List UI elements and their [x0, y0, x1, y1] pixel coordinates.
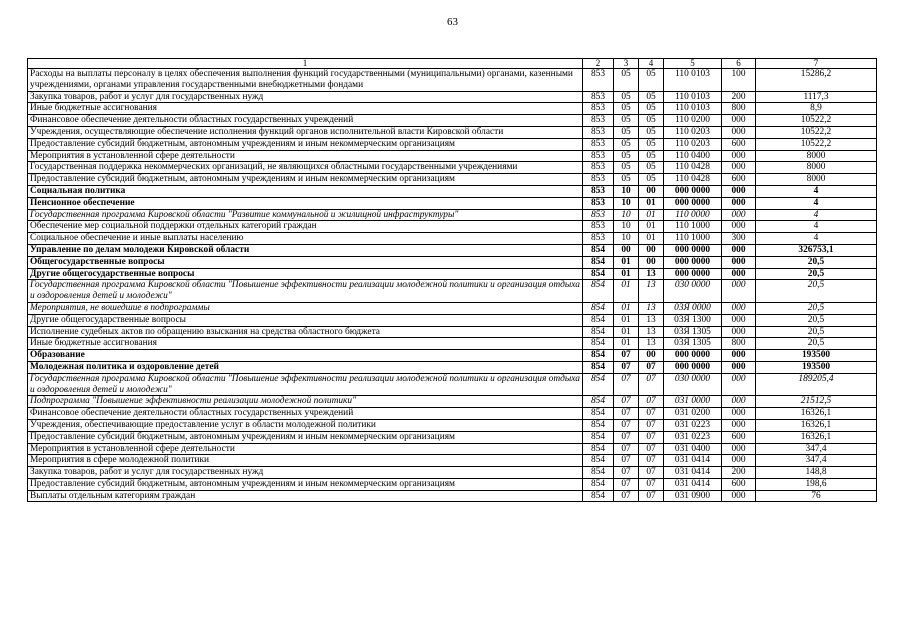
target-article-cell: 110 0000: [664, 209, 722, 221]
amount-cell: 20,5: [756, 280, 877, 303]
expense-type-cell: 000: [722, 197, 756, 209]
expense-type-cell: 000: [722, 185, 756, 197]
table-row: [28, 197, 877, 209]
row-name-cell: Образование: [28, 350, 583, 362]
target-article-cell: 000 0000: [664, 185, 722, 197]
target-article-cell: 110 0200: [664, 115, 722, 127]
amount-cell: 4: [756, 197, 877, 209]
table-row: [28, 302, 877, 314]
table-row: [28, 209, 877, 221]
subsection-cell: 05: [639, 126, 664, 138]
gryadmin-code-cell: 854: [583, 326, 614, 338]
table-row: [28, 91, 877, 103]
table-row: [28, 350, 877, 362]
subsection-cell: 07: [639, 431, 664, 443]
section-cell: 07: [614, 431, 639, 443]
amount-cell: 20,5: [756, 302, 877, 314]
target-article-cell: 110 0103: [664, 91, 722, 103]
amount-cell: 16326,1: [756, 431, 877, 443]
table-row: [28, 361, 877, 373]
target-article-cell: 03Я 1300: [664, 314, 722, 326]
amount-cell: 21512,5: [756, 396, 877, 408]
gryadmin-code-cell: 853: [583, 233, 614, 245]
subsection-cell: 13: [639, 326, 664, 338]
section-cell: 07: [614, 373, 639, 396]
gryadmin-code-cell: 854: [583, 361, 614, 373]
table-row: [28, 256, 877, 268]
amount-cell: 1117,3: [756, 91, 877, 103]
table-row: [28, 338, 877, 350]
row-name-cell: Государственная поддержка некоммерческих организаций, не являющихся областными государственными учреждениями: [28, 162, 583, 174]
amount-cell: 76: [756, 490, 877, 502]
amount-cell: 15286,2: [756, 69, 877, 92]
expense-type-cell: 000: [722, 302, 756, 314]
subsection-cell: 05: [639, 150, 664, 162]
table-row: [28, 443, 877, 455]
section-cell: 01: [614, 314, 639, 326]
amount-cell: 16326,1: [756, 419, 877, 431]
gryadmin-code-cell: 854: [583, 314, 614, 326]
gryadmin-code-cell: 853: [583, 115, 614, 127]
amount-cell: 4: [756, 221, 877, 233]
section-cell: 05: [614, 69, 639, 92]
gryadmin-code-cell: 853: [583, 103, 614, 115]
row-name-cell: Общегосударственные вопросы: [28, 256, 583, 268]
header-col-7: 7: [756, 59, 877, 69]
section-cell: 05: [614, 174, 639, 186]
gryadmin-code-cell: 854: [583, 350, 614, 362]
section-cell: 05: [614, 162, 639, 174]
target-article-cell: 110 0400: [664, 150, 722, 162]
row-name-cell: Закупка товаров, работ и услуг для государственных нужд: [28, 91, 583, 103]
gryadmin-code-cell: 854: [583, 467, 614, 479]
table-row: [28, 280, 877, 303]
gryadmin-code-cell: 854: [583, 490, 614, 502]
subsection-cell: 07: [639, 408, 664, 420]
subsection-cell: 05: [639, 69, 664, 92]
amount-cell: 8000: [756, 174, 877, 186]
gryadmin-code-cell: 854: [583, 280, 614, 303]
table-row: [28, 467, 877, 479]
section-cell: 05: [614, 150, 639, 162]
row-name-cell: Обеспечение мер социальной поддержки отдельных категорий граждан: [28, 221, 583, 233]
target-article-cell: 031 0223: [664, 419, 722, 431]
table-row: [28, 431, 877, 443]
table-body: [28, 69, 877, 502]
row-name-cell: Мероприятия в сфере молодежной политики: [28, 455, 583, 467]
expense-type-cell: 000: [722, 162, 756, 174]
row-name-cell: Предоставление субсидий бюджетным, автономным учреждениям и иным некоммерческим организациям: [28, 478, 583, 490]
row-name-cell: Предоставление субсидий бюджетным, автономным учреждениям и иным некоммерческим организациям: [28, 174, 583, 186]
subsection-cell: 05: [639, 138, 664, 150]
row-name-cell: Молодежная политика и оздоровление детей: [28, 361, 583, 373]
target-article-cell: 031 0900: [664, 490, 722, 502]
gryadmin-code-cell: 853: [583, 221, 614, 233]
section-cell: 05: [614, 91, 639, 103]
target-article-cell: 110 1000: [664, 233, 722, 245]
amount-cell: 10522,2: [756, 126, 877, 138]
gryadmin-code-cell: 854: [583, 455, 614, 467]
target-article-cell: 110 0428: [664, 174, 722, 186]
subsection-cell: 13: [639, 268, 664, 280]
expense-type-cell: 000: [722, 361, 756, 373]
gryadmin-code-cell: 854: [583, 373, 614, 396]
expense-type-cell: 800: [722, 338, 756, 350]
header-col-4: 4: [639, 59, 664, 69]
subsection-cell: 01: [639, 197, 664, 209]
row-name-cell: Предоставление субсидий бюджетным, автономным учреждениям и иным некоммерческим организациям: [28, 138, 583, 150]
subsection-cell: 01: [639, 209, 664, 221]
subsection-cell: 13: [639, 314, 664, 326]
target-article-cell: 03Я 1305: [664, 338, 722, 350]
table-row: [28, 162, 877, 174]
amount-cell: 20,5: [756, 326, 877, 338]
table-row: [28, 478, 877, 490]
row-name-cell: Управление по делам молодежи Кировской области: [28, 244, 583, 256]
section-cell: 07: [614, 419, 639, 431]
row-name-cell: Иные бюджетные ассигнования: [28, 103, 583, 115]
gryadmin-code-cell: 853: [583, 185, 614, 197]
expense-type-cell: 100: [722, 69, 756, 92]
expense-type-cell: 000: [722, 256, 756, 268]
section-cell: 07: [614, 467, 639, 479]
gryadmin-code-cell: 854: [583, 396, 614, 408]
table-row: [28, 138, 877, 150]
table-row: [28, 69, 877, 92]
expense-type-cell: 000: [722, 115, 756, 127]
header-col-1: 1: [28, 59, 583, 69]
table-row: [28, 408, 877, 420]
expense-type-cell: 000: [722, 244, 756, 256]
table-row: [28, 126, 877, 138]
target-article-cell: 110 0203: [664, 138, 722, 150]
gryadmin-code-cell: 853: [583, 138, 614, 150]
page-number: 63: [447, 16, 458, 28]
subsection-cell: 07: [639, 455, 664, 467]
section-cell: 07: [614, 490, 639, 502]
row-name-cell: Финансовое обеспечение деятельности областных государственных учреждений: [28, 408, 583, 420]
amount-cell: 8000: [756, 162, 877, 174]
header-col-2: 2: [583, 59, 614, 69]
expense-type-cell: 000: [722, 326, 756, 338]
expense-type-cell: 000: [722, 221, 756, 233]
header-col-6: 6: [722, 59, 756, 69]
section-cell: 07: [614, 443, 639, 455]
amount-cell: 10522,2: [756, 115, 877, 127]
target-article-cell: 110 0203: [664, 126, 722, 138]
gryadmin-code-cell: 853: [583, 69, 614, 92]
amount-cell: 8,9: [756, 103, 877, 115]
table-row: [28, 314, 877, 326]
expense-type-cell: 600: [722, 431, 756, 443]
subsection-cell: 07: [639, 467, 664, 479]
section-cell: 00: [614, 244, 639, 256]
amount-cell: 4: [756, 209, 877, 221]
gryadmin-code-cell: 854: [583, 408, 614, 420]
expense-type-cell: 200: [722, 467, 756, 479]
subsection-cell: 00: [639, 256, 664, 268]
target-article-cell: 030 0000: [664, 280, 722, 303]
expense-type-cell: 000: [722, 455, 756, 467]
table-row: [28, 221, 877, 233]
expense-type-cell: 000: [722, 314, 756, 326]
table-row: [28, 233, 877, 245]
expense-type-cell: 800: [722, 103, 756, 115]
subsection-cell: 05: [639, 162, 664, 174]
expense-type-cell: 000: [722, 396, 756, 408]
gryadmin-code-cell: 854: [583, 443, 614, 455]
gryadmin-code-cell: 854: [583, 256, 614, 268]
table-row: [28, 396, 877, 408]
section-cell: 01: [614, 326, 639, 338]
subsection-cell: 05: [639, 115, 664, 127]
subsection-cell: 13: [639, 280, 664, 303]
target-article-cell: 031 0414: [664, 455, 722, 467]
table-row: [28, 244, 877, 256]
section-cell: 01: [614, 256, 639, 268]
amount-cell: 347,4: [756, 443, 877, 455]
target-article-cell: 000 0000: [664, 197, 722, 209]
header-row: [28, 59, 877, 69]
amount-cell: 347,4: [756, 455, 877, 467]
table-row: [28, 115, 877, 127]
target-article-cell: 110 0428: [664, 162, 722, 174]
gryadmin-code-cell: 853: [583, 209, 614, 221]
section-cell: 10: [614, 233, 639, 245]
expense-type-cell: 000: [722, 443, 756, 455]
subsection-cell: 00: [639, 350, 664, 362]
target-article-cell: 000 0000: [664, 268, 722, 280]
table-row: [28, 268, 877, 280]
target-article-cell: 000 0000: [664, 256, 722, 268]
expense-type-cell: 000: [722, 490, 756, 502]
section-cell: 05: [614, 103, 639, 115]
gryadmin-code-cell: 853: [583, 126, 614, 138]
target-article-cell: 000 0000: [664, 244, 722, 256]
expense-type-cell: 600: [722, 138, 756, 150]
section-cell: 05: [614, 126, 639, 138]
subsection-cell: 05: [639, 103, 664, 115]
amount-cell: 20,5: [756, 268, 877, 280]
amount-cell: 148,8: [756, 467, 877, 479]
amount-cell: 4: [756, 233, 877, 245]
amount-cell: 198,6: [756, 478, 877, 490]
subsection-cell: 07: [639, 361, 664, 373]
section-cell: 01: [614, 338, 639, 350]
section-cell: 10: [614, 209, 639, 221]
expense-type-cell: 000: [722, 268, 756, 280]
expense-type-cell: 000: [722, 408, 756, 420]
section-cell: 05: [614, 138, 639, 150]
row-name-cell: Государственная программа Кировской области "Развитие коммунальной и жилищной инфраструктуры": [28, 209, 583, 221]
row-name-cell: Расходы на выплаты персоналу в целях обеспечения выполнения функций государственными (муниципальными) органами, казенными учреждениями, органами управления государственными внебюджетными фондами: [28, 69, 583, 92]
row-name-cell: Исполнение судебных актов по обращению взыскания на средства областного бюджета: [28, 326, 583, 338]
row-name-cell: Выплаты отдельным категориям граждан: [28, 490, 583, 502]
target-article-cell: 000 0000: [664, 361, 722, 373]
target-article-cell: 031 0414: [664, 478, 722, 490]
row-name-cell: Иные бюджетные ассигнования: [28, 338, 583, 350]
amount-cell: 326753,1: [756, 244, 877, 256]
table-row: [28, 185, 877, 197]
target-article-cell: 110 0103: [664, 69, 722, 92]
header-col-3: 3: [614, 59, 639, 69]
amount-cell: 20,5: [756, 314, 877, 326]
amount-cell: 10522,2: [756, 138, 877, 150]
row-name-cell: Государственная программа Кировской области "Повышение эффективности реализации молодежной политики и организация отдыха и оздоровления детей и молодежи": [28, 280, 583, 303]
budget-table: [27, 58, 877, 502]
gryadmin-code-cell: 854: [583, 302, 614, 314]
expense-type-cell: 000: [722, 373, 756, 396]
amount-cell: 20,5: [756, 338, 877, 350]
subsection-cell: 07: [639, 443, 664, 455]
row-name-cell: Государственная программа Кировской области "Повышение эффективности реализации молодежной политики и организация отдыха и оздоровления детей и молодежи": [28, 373, 583, 396]
expense-type-cell: 000: [722, 209, 756, 221]
subsection-cell: 05: [639, 91, 664, 103]
amount-cell: 193500: [756, 361, 877, 373]
row-name-cell: Мероприятия в установленной сфере деятельности: [28, 150, 583, 162]
gryadmin-code-cell: 853: [583, 162, 614, 174]
row-name-cell: Другие общегосударственные вопросы: [28, 268, 583, 280]
target-article-cell: 030 0000: [664, 373, 722, 396]
target-article-cell: 031 0414: [664, 467, 722, 479]
header-col-5: 5: [664, 59, 722, 69]
gryadmin-code-cell: 854: [583, 431, 614, 443]
row-name-cell: Предоставление субсидий бюджетным, автономным учреждениям и иным некоммерческим организациям: [28, 431, 583, 443]
gryadmin-code-cell: 853: [583, 197, 614, 209]
row-name-cell: Учреждения, обеспечивающие предоставление услуг в области молодежной политики: [28, 419, 583, 431]
subsection-cell: 07: [639, 490, 664, 502]
target-article-cell: 110 0103: [664, 103, 722, 115]
expense-type-cell: 200: [722, 91, 756, 103]
gryadmin-code-cell: 853: [583, 174, 614, 186]
section-cell: 07: [614, 478, 639, 490]
expense-type-cell: 600: [722, 478, 756, 490]
row-name-cell: Другие общегосударственные вопросы: [28, 314, 583, 326]
table-row: [28, 326, 877, 338]
subsection-cell: 05: [639, 174, 664, 186]
row-name-cell: Мероприятия в установленной сфере деятельности: [28, 443, 583, 455]
amount-cell: 193500: [756, 350, 877, 362]
expense-type-cell: 000: [722, 419, 756, 431]
section-cell: 10: [614, 221, 639, 233]
subsection-cell: 00: [639, 185, 664, 197]
section-cell: 10: [614, 197, 639, 209]
section-cell: 05: [614, 115, 639, 127]
subsection-cell: 07: [639, 373, 664, 396]
row-name-cell: Мероприятия, не вошедшие в подпрограммы: [28, 302, 583, 314]
table-row: [28, 373, 877, 396]
amount-cell: 16326,1: [756, 408, 877, 420]
subsection-cell: 07: [639, 478, 664, 490]
row-name-cell: Пенсионное обеспечение: [28, 197, 583, 209]
target-article-cell: 031 0200: [664, 408, 722, 420]
section-cell: 07: [614, 350, 639, 362]
gryadmin-code-cell: 853: [583, 91, 614, 103]
amount-cell: 8000: [756, 150, 877, 162]
table-row: [28, 103, 877, 115]
section-cell: 01: [614, 280, 639, 303]
subsection-cell: 01: [639, 221, 664, 233]
expense-type-cell: 000: [722, 150, 756, 162]
table-row: [28, 150, 877, 162]
gryadmin-code-cell: 854: [583, 244, 614, 256]
amount-cell: 189205,4: [756, 373, 877, 396]
section-cell: 10: [614, 185, 639, 197]
target-article-cell: 03Я 0000: [664, 302, 722, 314]
table-row: [28, 419, 877, 431]
expense-type-cell: 000: [722, 280, 756, 303]
target-article-cell: 03Я 1305: [664, 326, 722, 338]
subsection-cell: 07: [639, 419, 664, 431]
expense-type-cell: 000: [722, 350, 756, 362]
amount-cell: 4: [756, 185, 877, 197]
gryadmin-code-cell: 854: [583, 338, 614, 350]
subsection-cell: 07: [639, 396, 664, 408]
target-article-cell: 000 0000: [664, 350, 722, 362]
expense-type-cell: 300: [722, 233, 756, 245]
row-name-cell: Финансовое обеспечение деятельности областных государственных учреждений: [28, 115, 583, 127]
subsection-cell: 00: [639, 244, 664, 256]
gryadmin-code-cell: 853: [583, 150, 614, 162]
target-article-cell: 110 1000: [664, 221, 722, 233]
subsection-cell: 13: [639, 302, 664, 314]
subsection-cell: 01: [639, 233, 664, 245]
expense-type-cell: 000: [722, 126, 756, 138]
table-row: [28, 455, 877, 467]
section-cell: 07: [614, 361, 639, 373]
gryadmin-code-cell: 854: [583, 419, 614, 431]
section-cell: 01: [614, 302, 639, 314]
table-row: [28, 490, 877, 502]
target-article-cell: 031 0223: [664, 431, 722, 443]
row-name-cell: Социальная политика: [28, 185, 583, 197]
row-name-cell: Социальное обеспечение и иные выплаты населению: [28, 233, 583, 245]
row-name-cell: Подпрограмма "Повышение эффективности реализации молодежной политики": [28, 396, 583, 408]
target-article-cell: 031 0000: [664, 396, 722, 408]
section-cell: 01: [614, 268, 639, 280]
row-name-cell: Учреждения, осуществляющие обеспечение исполнения функций органов исполнительной власти Кировской области: [28, 126, 583, 138]
gryadmin-code-cell: 854: [583, 268, 614, 280]
row-name-cell: Закупка товаров, работ и услуг для государственных нужд: [28, 467, 583, 479]
gryadmin-code-cell: 854: [583, 478, 614, 490]
expense-type-cell: 600: [722, 174, 756, 186]
section-cell: 07: [614, 408, 639, 420]
section-cell: 07: [614, 396, 639, 408]
subsection-cell: 13: [639, 338, 664, 350]
amount-cell: 20,5: [756, 256, 877, 268]
section-cell: 07: [614, 455, 639, 467]
table-row: [28, 174, 877, 186]
target-article-cell: 031 0400: [664, 443, 722, 455]
